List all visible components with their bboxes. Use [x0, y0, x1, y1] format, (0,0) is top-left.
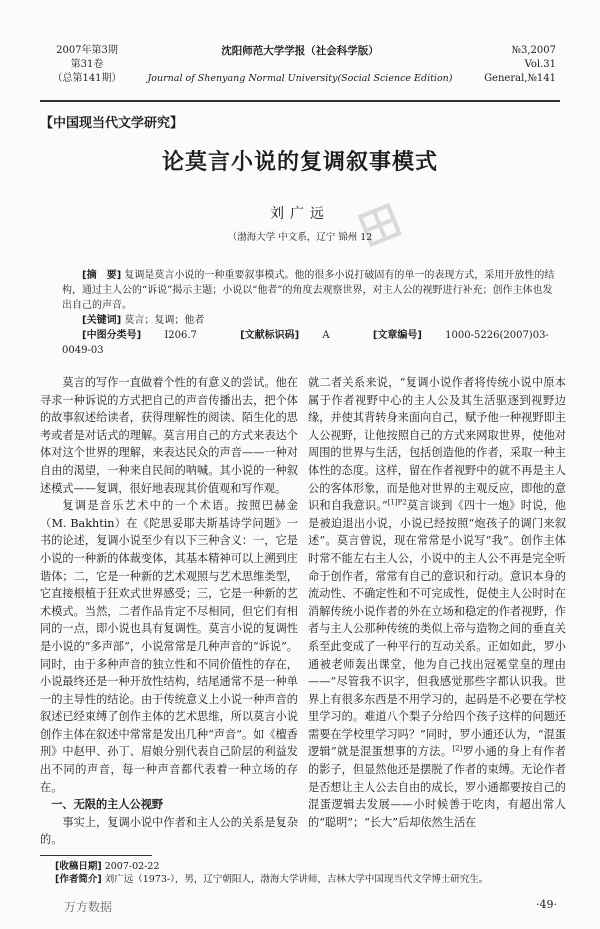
- received-date: [55, 860, 560, 873]
- journal-name-en: Journal of Shenyang Normal University(Social Science Edition): [147, 73, 453, 84]
- issue-info: [44, 44, 130, 86]
- issue-year: 2007年第3期: [56, 45, 118, 56]
- doc-code-value: A: [322, 330, 330, 341]
- clc-value: I206.7: [164, 330, 197, 341]
- article-no-label: [文章编号]: [372, 330, 422, 341]
- bio-label: [作者简介]: [55, 874, 102, 885]
- citation: [1]P2: [387, 498, 407, 507]
- journal-name: [136, 44, 464, 86]
- source-watermark: 万方数据: [64, 900, 113, 914]
- clc-label: [中图分类号]: [82, 330, 142, 341]
- body-right-column: [308, 374, 566, 831]
- keywords-text: 莫言；复调；他者: [124, 315, 205, 326]
- abstract-block: [62, 268, 562, 358]
- paragraph: 复调是音乐艺术中的一个术语。按照巴赫金（M. Bakhtin）在《陀思妥耶夫斯基诗学问题》一书的论述，复调小说至少有以下三种含义：一，它是小说的一种新的体裁变体，其基本精神可以上溯到庄谐体；二，它是一种新的艺术观照与艺术思维类型，它直接根植于狂欢式世界感受；三，它是一种新的艺术模式。当然，二者作品肯定不尽相同，但它们有相同的一点，即小说也具有复调性。莫言小说的复调性是小说的“多声部”，小说常常是几种声音的“诉说”。同时，由于多种声音的独立性和不同价值性的存在，小说最终还是一种开放性结构，结尾通常不是一种单一的主导性的结论。由于传统意义上小说一种声音的叙述已经束缚了创作主体的艺术思维，所以莫言小说创作主体在叙述中常常是发出几种“声音”。如《檀香刑》中赵甲、孙丁、眉娘分别代表自己阶层的利益发出不同的声音，每一种声音都代表着一种立场的存在。: [40, 499, 298, 794]
- citation: [2]: [452, 744, 463, 753]
- footnote-rule: [40, 855, 152, 856]
- body-left-column: [40, 374, 298, 849]
- volume-en: Vol.31: [524, 59, 556, 70]
- general-no-en: General,№141: [484, 73, 556, 84]
- doc-code-label: [文献标识码]: [240, 330, 300, 341]
- abstract: [62, 268, 562, 313]
- author: 刘广远: [270, 206, 330, 222]
- page-title: 论莫言小说的复调叙事模式: [161, 150, 438, 175]
- issue-no-en: №3,2007: [511, 45, 556, 56]
- section-label: 【中国现当代文学研究】: [40, 116, 184, 131]
- abstract-label: [摘 要]: [82, 270, 122, 281]
- text-segment: 罗小通的身上有作者的影子，但显然他还是摆脱了作者的束缚。无论作者是否想让主人公去自由的成长，罗小通都要按自己的混蛋逻辑去发展——小时候善于吃肉，有超出常人的“聪明”；“长大”后却依然生活在: [308, 745, 566, 829]
- text-segment: 就二者关系来说，“复调小说作者将传统小说中原本属于作者视野中心的主人公及其生活驱逐到视野边缘，并使其背转身来面向自己，赋予他一种视野即主人公视野，让他按照自己的方式来网取世界，使他对周围的世界与生活，包括创造他的作者，采取一种主体性的态度。这样，留在作者视野中的就不再是主人公的客体形象，而是他对世界的主观反应，即他的意识和自我意识。”: [308, 376, 566, 513]
- classification-row: [62, 328, 562, 358]
- text-segment: 莫言谈到《四十一炮》时说，他是被迫退出小说，小说已经按照“炮孩子的调门来叙述”。莫言曾说，现在常常是小说写“我”。创作主体时常不能左右主人公，小说中的主人公不再是完全听命于创作者，常常有自己的意识和行动。意识本身的流动性、不确定性和不可完成性，促使主人公时时在消解传统小说作者的外在立场和稳定的作者视野，作者与主人公那种传统的类似上帝与造物之间的垂直关系至此变成了一种平行的互动关系。正如如此，罗小通被老师轰出课堂，他为自己找出冠冕堂皇的理由——“尽管我不识字，但我感觉那些字都认识我。世界上有很多东西是不用学习的，起码是不必要在学校里学习的。难道八个梨子分给四个孩子这样的问题还需要在学校里学习吗？”同时，罗小通还认为，“混蛋逻辑”就是混蛋想事的方法。: [308, 499, 566, 759]
- footnotes: [55, 860, 560, 886]
- author-bio: [55, 873, 560, 886]
- paragraph: [308, 374, 566, 831]
- abstract-text: 复调是莫言小说的一种重要叙事模式。他的很多小说打破固有的单一的表现方式，采用开放性的结构，通过主人公的“诉说”揭示主题；小说以“他者”的角度去观察世界，对主人公的视野进行补充；创作主体也发出自己的声音。: [62, 270, 555, 311]
- paragraph: 事实上，复调小说中作者和主人公的关系是复杂的。: [40, 815, 298, 847]
- issue-total: （总第141期）: [52, 73, 122, 84]
- header-rule: [40, 100, 560, 102]
- received-label: [收稿日期]: [55, 861, 102, 872]
- issue-info-en: [470, 44, 556, 86]
- paragraph: 莫言的写作一直做着个性的有意义的尝试。他在寻求一种诉说的方式把自己的声音传播出去，把个体的故事叙述给读者，获得理解性的阅读、陌生化的思考或者是对话式的理解。莫言用自己的方式来表达个体对这个世界的理解，来表达民众的声音——一种对自由的渴望，一种来自民间的呐喊。其小说的一种叙述模式——复调，很好地表现其价值观和写作观。: [40, 376, 298, 495]
- page-number: ·49·: [536, 898, 557, 911]
- affiliation: （渤海大学 中文系，辽宁 锦州 12: [227, 232, 373, 243]
- section-heading: 一、无限的主人公视野: [51, 798, 164, 812]
- issue-volume: 第31卷: [70, 59, 104, 70]
- journal-name-cn: 沈阳师范大学学报（社会科学版）: [221, 45, 379, 57]
- bio-value: 刘广远（1973-），男，辽宁朝阳人，渤海大学讲师，吉林大学中国现当代文学博士研究生。: [104, 874, 489, 885]
- keywords-label: [关键词]: [82, 315, 122, 326]
- received-value: 2007-02-22: [104, 861, 160, 872]
- keywords: [62, 313, 562, 328]
- article-no-value: 1000-5226(2007)03-0049-03: [62, 330, 549, 356]
